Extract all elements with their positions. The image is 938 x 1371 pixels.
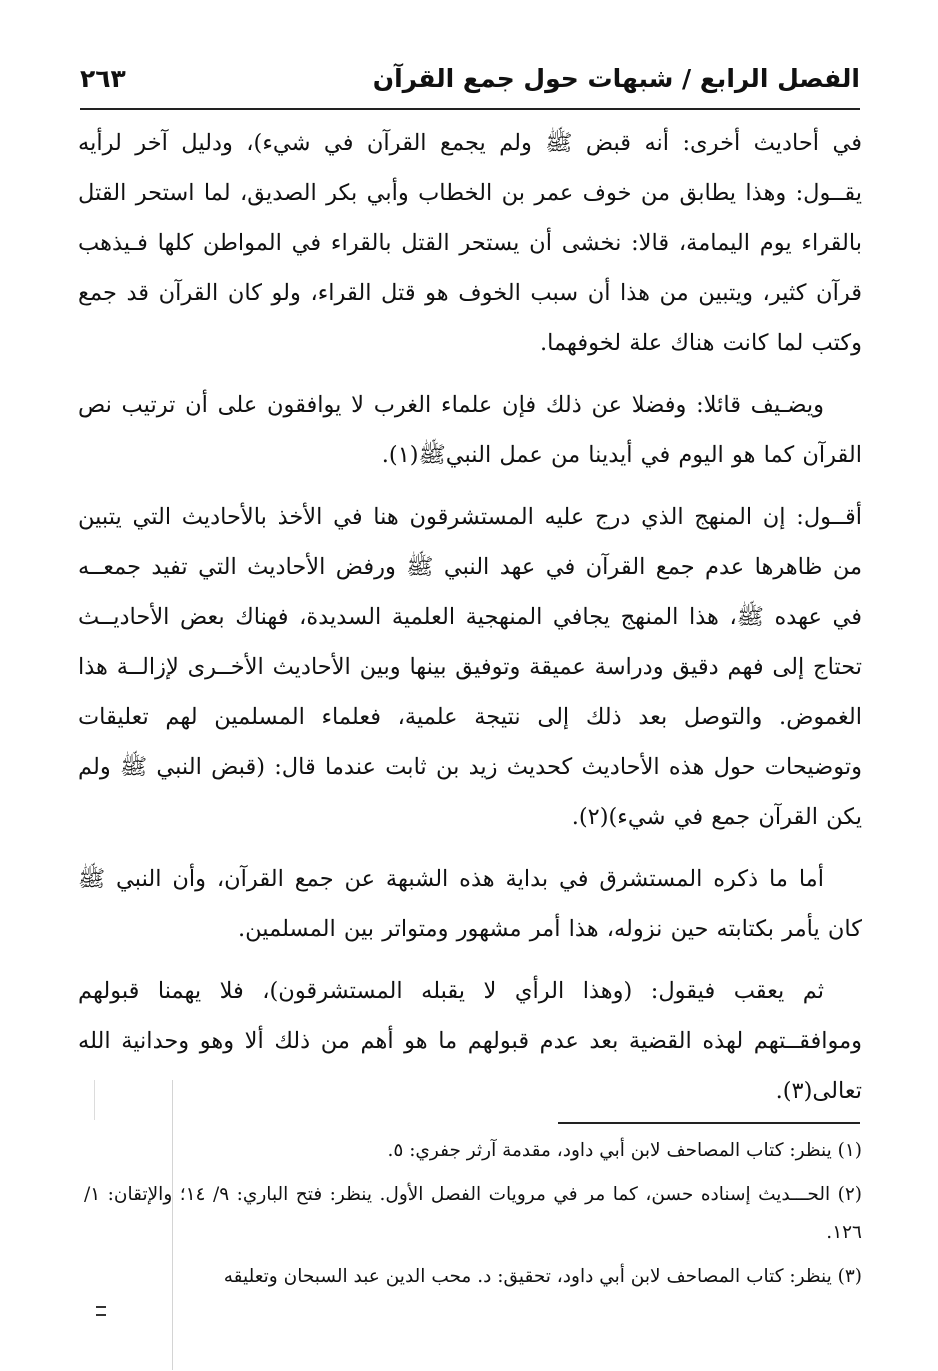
footnote-1: (١) ينظر: كتاب المصاحف لابن أبي داود، مقدمة آرثر جفري: ٥. — [387, 1140, 862, 1161]
footnote-3: (٣) ينظر: كتاب المصاحف لابن أبي داود، تحقيق: د. محب الدين عبد السبحان وتعليقه — [223, 1266, 862, 1287]
page-header — [80, 62, 860, 106]
scan-line — [94, 1080, 95, 1120]
paragraph-3: أقــول: إن المنهج الذي درج عليه المستشرقون هنا في الأخذ بالأحاديث التي يتبين من ظاهرها عدم جمع القرآن في عهد النبي ﷺ ورفض الأحاديث التي تفيد جمعــه في عهده ﷺ، هذا المنهج يجافي المنهجية العلمية السديدة، فهناك بعض الأحاديــث تحتاج إلى فهم دقيق ودراسة عميقة وتوفيق بينها وبين الأحاديث الأخــرى لإزالــة هذا الغموض. والتوصل بعد ذلك إلى نتيجة علمية، فعلماء المسلمين لهم تعليقات وتوضيحات حول هذه الأحاديث كحديث زيد بن ثابت عندما قال: (قبض النبي ﷺ ولم يكن القرآن جمع في شيء)(٢). — [78, 504, 862, 830]
header-rule — [80, 108, 860, 110]
footnote-rule — [558, 1122, 860, 1124]
running-title: الفصل الرابع / شبهات حول جمع القرآن — [372, 64, 860, 93]
page-number: ٢٦٣ — [80, 64, 126, 93]
paragraph-4: أما ما ذكره المستشرق في بداية هذه الشبهة عن جمع القرآن، وأن النبي ﷺ كان يأمر بكتابته حين نزوله، هذا أمر مشهور ومتواتر بين المسلمين. — [78, 866, 862, 942]
continuation-mark — [96, 1306, 106, 1316]
paragraph-5: ثم يعقب فيقول: (وهذا الرأي لا يقبله المستشرقون)، فلا يهمنا قبولهم وموافقــتهم لهذه القضية بعد عدم قبولهم ما هو أهم من ذلك ألا وهو وحدانية الله تعالى(٣). — [78, 978, 862, 1104]
footnote-2: (٢) الحـــديث إسناده حسن، كما مر في مرويات الفصل الأول. ينظر: فتح الباري: ٩/ ١٤؛ والإتقان: ١/ ١٢٦. — [84, 1184, 862, 1243]
footnotes — [84, 1132, 862, 1302]
paragraph-2: ويضـيف قائلا: وفضلا عن ذلك فإن علماء الغرب لا يوافقون على أن ترتيب نص القرآن كما هو اليوم في أيدينا من عمل النبيﷺ(١). — [78, 392, 862, 468]
body-text — [78, 118, 862, 1128]
paragraph-1: في أحاديث أخرى: أنه قبض ﷺ ولم يجمع القرآن في شيء)، ودليل آخر لرأيه يقــول: وهذا يطابق من خوف عمر بن الخطاب وأبي بكر الصديق، لما استحر القتل بالقراء يوم اليمامة، قالا: نخشى أن يستحر القتل بالقراء في المواطن كلها فـيذهب قرآن كثير، ويتبين من هذا أن سبب الخوف هو قتل القراء، ولو كان القرآن قد جمع وكتب لما كانت هناك علة لخوفهما. — [78, 130, 862, 356]
